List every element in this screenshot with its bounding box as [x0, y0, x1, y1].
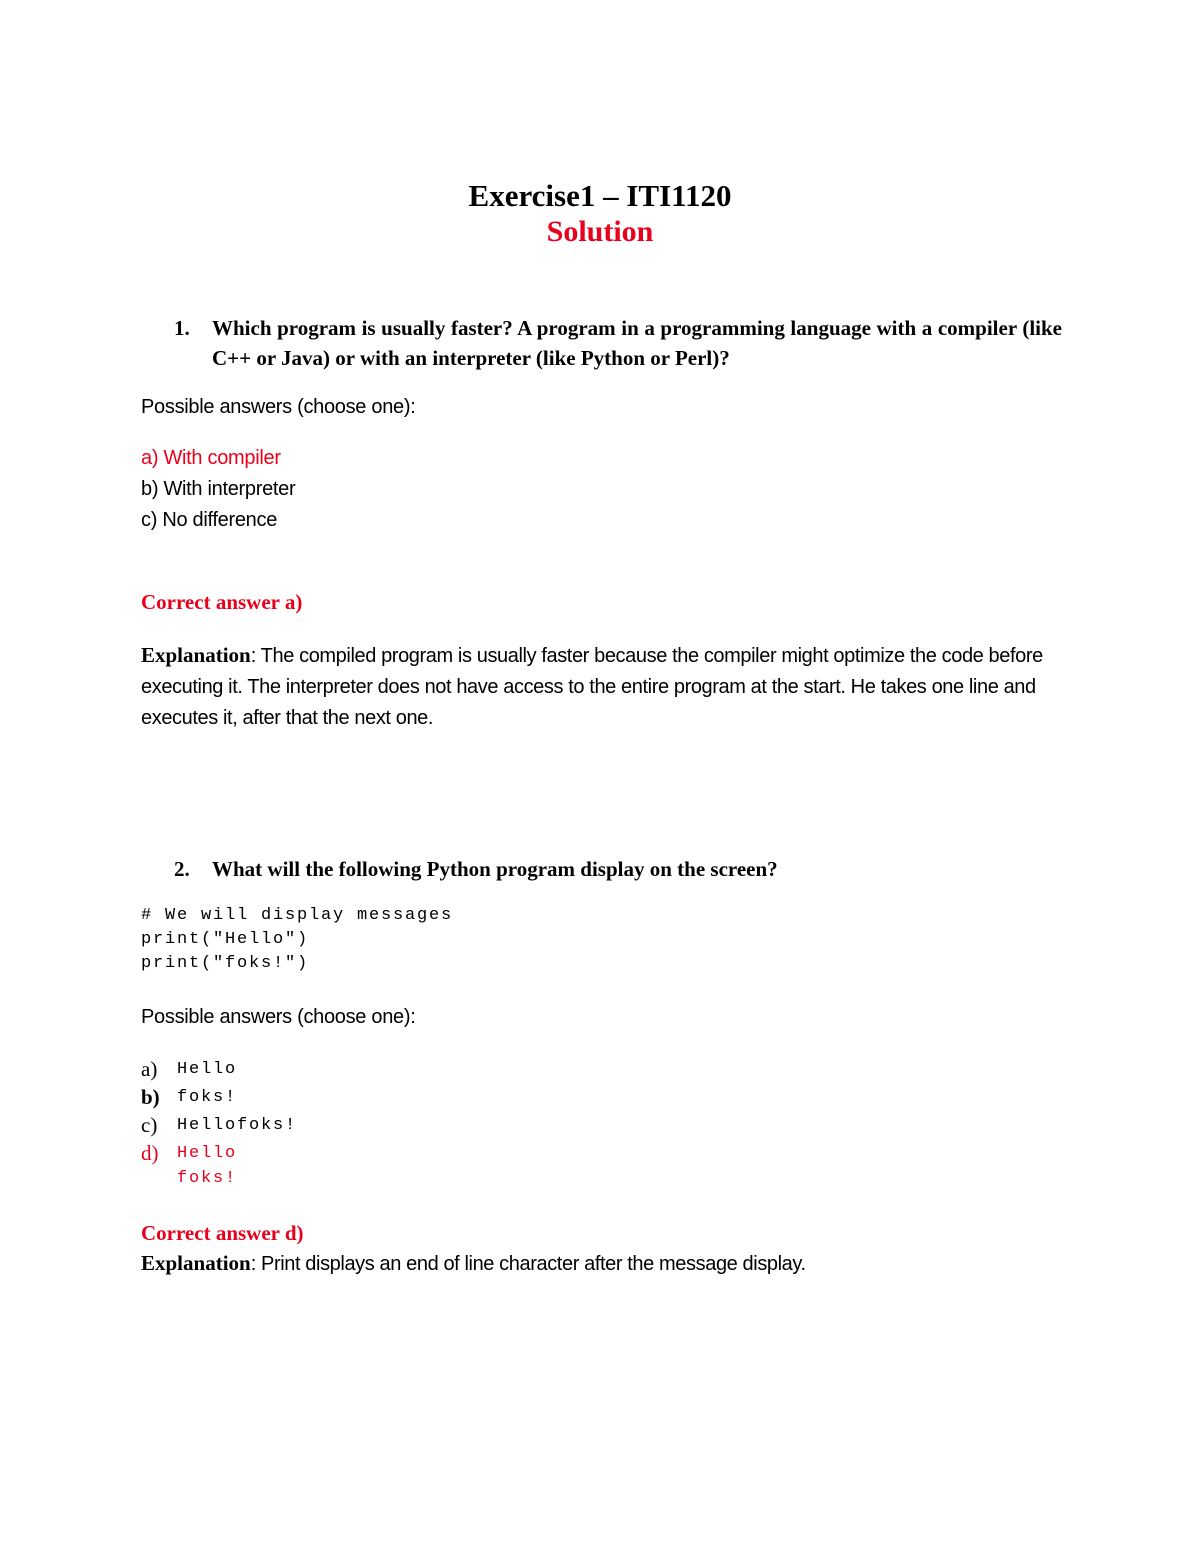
question-2-option-c-label: c)	[141, 1113, 158, 1137]
question-2-option-d-value-line-1: Hello	[177, 1144, 238, 1163]
question-1-prompt: Possible answers (choose one):	[141, 396, 416, 418]
document-title: Exercise1 – ITI1120	[468, 178, 732, 213]
question-1-explanation-label: Explanation	[141, 643, 251, 667]
code-line-3: print("foks!")	[141, 954, 310, 973]
question-1-explanation	[141, 640, 1061, 734]
question-1-option-a: a) With compiler	[141, 447, 281, 469]
question-1-correct-answer: Correct answer a)	[141, 590, 303, 614]
code-line-2: print("Hello")	[141, 930, 310, 949]
question-2-correct-answer: Correct answer d)	[141, 1221, 304, 1245]
document-subtitle: Solution	[546, 215, 654, 248]
question-1-number: 1.	[174, 316, 190, 340]
question-2-option-d-value-line-2: foks!	[177, 1169, 238, 1188]
question-2-option-d-label: d)	[141, 1141, 159, 1165]
question-2-explanation-text: : Print displays an end of line character after the message display.	[250, 1253, 806, 1275]
question-2-prompt: Possible answers (choose one):	[141, 1006, 416, 1028]
question-1-option-c: c) No difference	[141, 509, 278, 531]
question-2-explanation	[141, 1248, 1061, 1280]
question-2-option-a-label: a)	[141, 1057, 158, 1081]
question-1-option-b: b) With interpreter	[141, 478, 296, 500]
code-line-1: # We will display messages	[141, 906, 454, 925]
question-2-option-a-value: Hello	[177, 1060, 238, 1079]
question-1-text: Which program is usually faster? A program in a programming language with a compiler (like C++ or Java) or with an interpreter (like Python or Perl)?	[212, 316, 1062, 370]
question-2-text: What will the following Python program display on the screen?	[212, 857, 778, 881]
question-2-option-b-label: b)	[141, 1085, 160, 1109]
question-1-explanation-text: : The compiled program is usually faster because the compiler might optimize the code before executing it. The interpreter does not have access to the entire program at the start. He takes one line and executes it, after that the next one.	[141, 645, 1043, 729]
question-2-option-b-value: foks!	[177, 1088, 238, 1107]
question-2-number: 2.	[174, 857, 190, 881]
question-2-option-c-value: Hellofoks!	[177, 1116, 298, 1135]
question-2-explanation-label: Explanation	[141, 1251, 251, 1275]
